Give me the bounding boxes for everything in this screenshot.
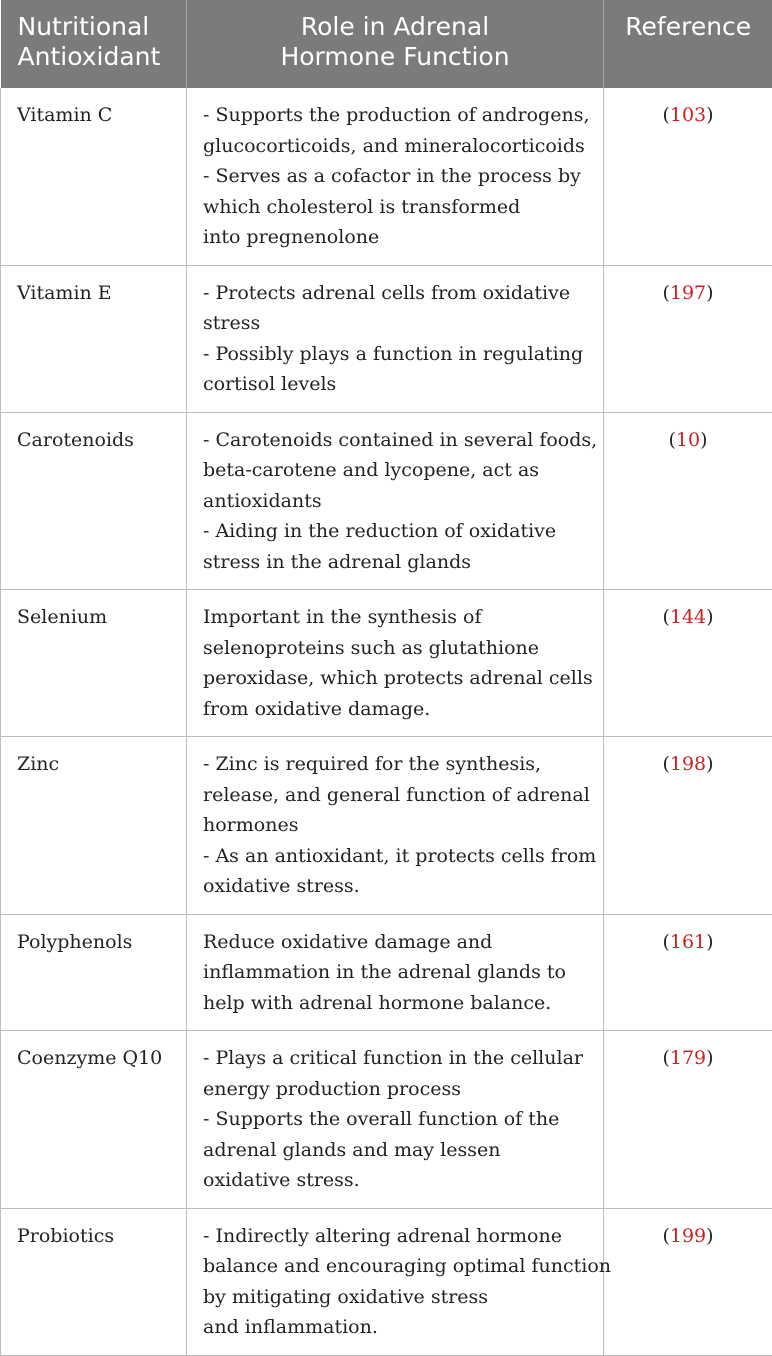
table-row bbox=[1, 1208, 772, 1355]
header-line: Antioxidant bbox=[18, 42, 161, 71]
table-row bbox=[1, 265, 772, 412]
table-header-row bbox=[1, 0, 772, 88]
antioxidant-name: Vitamin C bbox=[1, 88, 187, 265]
role-line: release, and general function of adrenal bbox=[203, 780, 593, 811]
table-body bbox=[1, 88, 772, 1355]
table-row bbox=[1, 737, 772, 915]
header-line: Role in Adrenal bbox=[301, 12, 489, 41]
role-line: - Supports the production of androgens, bbox=[203, 100, 593, 131]
antioxidant-name: Probiotics bbox=[1, 1208, 187, 1355]
role-line: balance and encouraging optimal function bbox=[203, 1251, 593, 1282]
role-line: oxidative stress. bbox=[203, 1165, 593, 1196]
table-row bbox=[1, 1031, 772, 1209]
role-line: peroxidase, which protects adrenal cells bbox=[203, 663, 593, 694]
reference-cell: (197) bbox=[604, 265, 772, 412]
antioxidant-name: Coenzyme Q10 bbox=[1, 1031, 187, 1209]
role-line: help with adrenal hormone balance. bbox=[203, 988, 593, 1019]
antioxidant-name: Polyphenols bbox=[1, 914, 187, 1031]
role-line: by mitigating oxidative stress bbox=[203, 1282, 593, 1313]
table-row bbox=[1, 412, 772, 590]
role-line: - Protects adrenal cells from oxidative bbox=[203, 278, 593, 309]
table-row bbox=[1, 590, 772, 737]
antioxidant-name: Vitamin E bbox=[1, 265, 187, 412]
reference-cell: (198) bbox=[604, 737, 772, 915]
role-line: - Supports the overall function of the bbox=[203, 1104, 593, 1135]
reference-link[interactable]: 103 bbox=[670, 104, 706, 126]
role-line: hormones bbox=[203, 810, 593, 841]
reference-link[interactable]: 198 bbox=[670, 753, 706, 775]
reference-link[interactable]: 144 bbox=[670, 606, 706, 628]
reference-cell: (144) bbox=[604, 590, 772, 737]
role-description bbox=[187, 590, 604, 737]
role-line: oxidative stress. bbox=[203, 871, 593, 902]
role-description bbox=[187, 914, 604, 1031]
reference-cell: (199) bbox=[604, 1208, 772, 1355]
role-line: - As an antioxidant, it protects cells from bbox=[203, 841, 593, 872]
role-line: glucocorticoids, and mineralocorticoids bbox=[203, 131, 593, 162]
role-line: inflammation in the adrenal glands to bbox=[203, 957, 593, 988]
role-line: Reduce oxidative damage and bbox=[203, 927, 593, 958]
table-row bbox=[1, 914, 772, 1031]
header-line: Nutritional bbox=[18, 12, 150, 41]
role-description bbox=[187, 737, 604, 915]
role-line: - Aiding in the reduction of oxidative bbox=[203, 516, 593, 547]
role-description bbox=[187, 1031, 604, 1209]
role-description bbox=[187, 265, 604, 412]
antioxidant-name: Selenium bbox=[1, 590, 187, 737]
role-line: - Possibly plays a function in regulating bbox=[203, 339, 593, 370]
role-line: from oxidative damage. bbox=[203, 694, 593, 725]
role-line: - Carotenoids contained in several foods, bbox=[203, 425, 593, 456]
role-line: Important in the synthesis of bbox=[203, 602, 593, 633]
reference-link[interactable]: 10 bbox=[676, 429, 700, 451]
header-role bbox=[187, 0, 604, 88]
antioxidant-name: Zinc bbox=[1, 737, 187, 915]
role-line: cortisol levels bbox=[203, 369, 593, 400]
header-reference: Reference bbox=[604, 0, 772, 88]
role-line: which cholesterol is transformed bbox=[203, 192, 593, 223]
reference-link[interactable]: 199 bbox=[670, 1225, 706, 1247]
antioxidant-name: Carotenoids bbox=[1, 412, 187, 590]
role-line: stress bbox=[203, 308, 593, 339]
role-line: - Plays a critical function in the cellular bbox=[203, 1043, 593, 1074]
reference-cell: (103) bbox=[604, 88, 772, 265]
header-nutritional-antioxidant bbox=[1, 0, 187, 88]
role-line: into pregnenolone bbox=[203, 222, 593, 253]
role-line: - Serves as a cofactor in the process by bbox=[203, 161, 593, 192]
role-line: beta-carotene and lycopene, act as bbox=[203, 455, 593, 486]
role-line: antioxidants bbox=[203, 486, 593, 517]
role-line: energy production process bbox=[203, 1074, 593, 1105]
reference-cell: (161) bbox=[604, 914, 772, 1031]
role-description bbox=[187, 1208, 604, 1355]
reference-link[interactable]: 197 bbox=[670, 282, 706, 304]
reference-link[interactable]: 179 bbox=[670, 1047, 706, 1069]
role-line: - Zinc is required for the synthesis, bbox=[203, 749, 593, 780]
reference-link[interactable]: 161 bbox=[670, 931, 706, 953]
role-line: selenoproteins such as glutathione bbox=[203, 633, 593, 664]
role-description bbox=[187, 412, 604, 590]
role-description bbox=[187, 88, 604, 265]
table-row bbox=[1, 88, 772, 265]
reference-cell: (10) bbox=[604, 412, 772, 590]
role-line: adrenal glands and may lessen bbox=[203, 1135, 593, 1166]
reference-cell: (179) bbox=[604, 1031, 772, 1209]
role-line: - Indirectly altering adrenal hormone bbox=[203, 1221, 593, 1252]
role-line: stress in the adrenal glands bbox=[203, 547, 593, 578]
role-line: and inflammation. bbox=[203, 1312, 593, 1343]
header-line: Hormone Function bbox=[280, 42, 509, 71]
